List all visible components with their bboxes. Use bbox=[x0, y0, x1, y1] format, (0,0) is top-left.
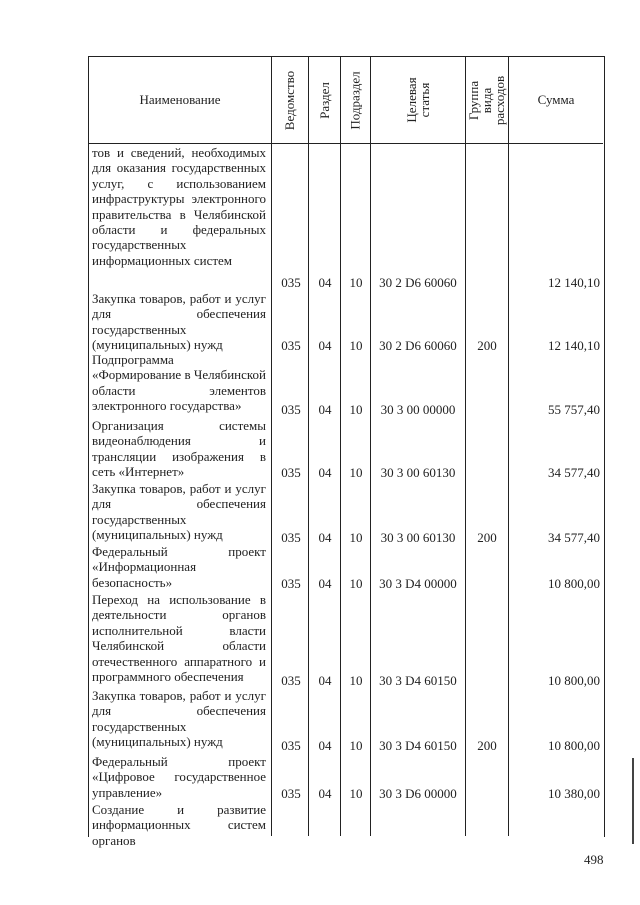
row-name: тов и сведений, необходимых для оказания государственных услуг, с использованием инфраструктуры электронного правительства в Челябинской области и федеральных государственных информационных систем bbox=[92, 145, 266, 268]
header-gruppa bbox=[466, 57, 508, 143]
header-celevaya-label: Целевая статья bbox=[404, 77, 432, 123]
cell-celevaya: 30 3 D4 60150 bbox=[379, 673, 457, 688]
cell-podrazdel: 10 bbox=[349, 673, 363, 688]
cell-razdel: 04 bbox=[318, 576, 332, 591]
row-name: Создание и развитие информационных систем органов bbox=[92, 802, 266, 848]
cell-razdel: 04 bbox=[318, 738, 332, 753]
cell-vedomstvo: 035 bbox=[281, 338, 301, 353]
cell-razdel: 04 bbox=[318, 402, 332, 417]
cell-razdel: 04 bbox=[318, 338, 332, 353]
cell-vedomstvo: 035 bbox=[281, 275, 301, 290]
header-summa bbox=[509, 57, 603, 143]
header-razdel-label: Раздел bbox=[317, 81, 332, 119]
cell-podrazdel: 10 bbox=[349, 576, 363, 591]
cell-vedomstvo: 035 bbox=[281, 786, 301, 801]
cell-celevaya: 30 3 D4 60150 bbox=[379, 738, 457, 753]
cell-summa: 10 380,00 bbox=[548, 786, 600, 801]
row-name: Переход на использование в деятельности органов исполнительной власти Челябинской области отечественного аппаратного и программного обеспечения bbox=[92, 592, 266, 685]
cell-vedomstvo: 035 bbox=[281, 673, 301, 688]
cell-podrazdel: 10 bbox=[349, 402, 363, 417]
cell-celevaya: 30 3 00 60130 bbox=[380, 465, 456, 480]
cell-razdel: 04 bbox=[318, 786, 332, 801]
header-podrazdel-label: Подраздел bbox=[348, 70, 364, 130]
header-name bbox=[89, 57, 271, 143]
cell-razdel: 04 bbox=[318, 530, 332, 545]
cell-summa: 10 800,00 bbox=[548, 576, 600, 591]
cell-celevaya: 30 3 D4 00000 bbox=[379, 576, 457, 591]
cell-summa: 55 757,40 bbox=[548, 402, 600, 417]
cell-razdel: 04 bbox=[318, 275, 332, 290]
scan-edge-mark bbox=[632, 758, 634, 844]
cell-razdel: 04 bbox=[318, 673, 332, 688]
header-summa-label: Сумма bbox=[537, 92, 575, 107]
header-podrazdel bbox=[341, 57, 370, 143]
cell-summa: 12 140,10 bbox=[548, 275, 600, 290]
row-name: Подпрограмма «Формирование в Челябинской области элементов электронного государства» bbox=[92, 352, 266, 414]
cell-podrazdel: 10 bbox=[349, 338, 363, 353]
cell-gruppa: 200 bbox=[477, 530, 497, 545]
cell-vedomstvo: 035 bbox=[281, 576, 301, 591]
row-name: Федеральный проект «Информационная безопасность» bbox=[92, 544, 266, 590]
header-celevaya bbox=[371, 57, 465, 143]
cell-summa: 10 800,00 bbox=[548, 738, 600, 753]
cell-podrazdel: 10 bbox=[349, 738, 363, 753]
header-divider bbox=[88, 143, 603, 144]
row-name: Закупка товаров, работ и услуг для обеспечения государственных (муниципальных) нужд bbox=[92, 688, 266, 750]
cell-podrazdel: 10 bbox=[349, 275, 363, 290]
page-number: 498 bbox=[584, 852, 604, 867]
header-name-label: Наименование bbox=[139, 92, 221, 107]
row-name: Федеральный проект «Цифровое государственное управление» bbox=[92, 754, 266, 800]
col-divider bbox=[370, 56, 371, 836]
row-name: Организация системы видеонаблюдения и трансляции изображения в сеть «Интернет» bbox=[92, 418, 266, 480]
col-divider bbox=[340, 56, 341, 836]
col-divider bbox=[271, 56, 272, 836]
cell-gruppa: 200 bbox=[477, 338, 497, 353]
cell-razdel: 04 bbox=[318, 465, 332, 480]
col-divider bbox=[308, 56, 309, 836]
cell-celevaya: 30 2 D6 60060 bbox=[379, 338, 457, 353]
cell-podrazdel: 10 bbox=[349, 465, 363, 480]
cell-celevaya: 30 3 D6 00000 bbox=[379, 786, 457, 801]
header-gruppa-label: Группа вида расходов bbox=[466, 75, 508, 125]
cell-podrazdel: 10 bbox=[349, 786, 363, 801]
cell-celevaya: 30 2 D6 60060 bbox=[379, 275, 457, 290]
cell-vedomstvo: 035 bbox=[281, 465, 301, 480]
cell-summa: 34 577,40 bbox=[548, 530, 600, 545]
row-name: Закупка товаров, работ и услуг для обеспечения государственных (муниципальных) нужд bbox=[92, 481, 266, 543]
cell-podrazdel: 10 bbox=[349, 530, 363, 545]
cell-summa: 10 800,00 bbox=[548, 673, 600, 688]
cell-summa: 34 577,40 bbox=[548, 465, 600, 480]
header-vedomstvo-label: Ведомство bbox=[282, 70, 298, 130]
header-vedomstvo bbox=[272, 57, 308, 143]
cell-vedomstvo: 035 bbox=[281, 738, 301, 753]
cell-celevaya: 30 3 00 00000 bbox=[380, 402, 456, 417]
cell-gruppa: 200 bbox=[477, 738, 497, 753]
col-divider bbox=[465, 56, 466, 836]
header-razdel bbox=[309, 57, 340, 143]
cell-vedomstvo: 035 bbox=[281, 530, 301, 545]
cell-celevaya: 30 3 00 60130 bbox=[380, 530, 456, 545]
row-name: Закупка товаров, работ и услуг для обеспечения государственных (муниципальных) нужд bbox=[92, 291, 266, 353]
cell-vedomstvo: 035 bbox=[281, 402, 301, 417]
cell-summa: 12 140,10 bbox=[548, 338, 600, 353]
col-divider bbox=[508, 56, 509, 836]
